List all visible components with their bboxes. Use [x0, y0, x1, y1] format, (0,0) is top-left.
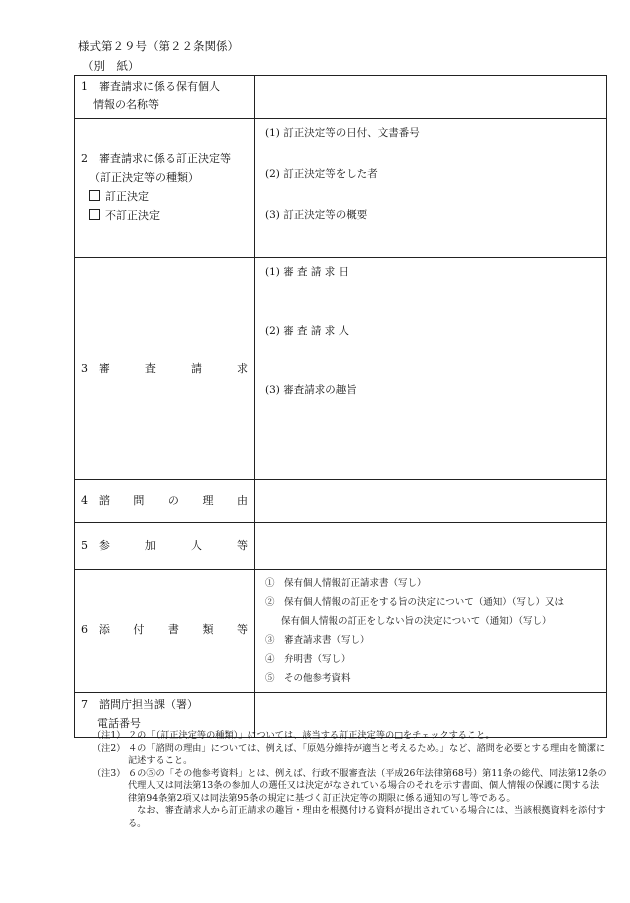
row-6-number: 6 — [81, 623, 88, 636]
notes-section — [92, 730, 607, 830]
note-1-text: ２の「（訂正決定等の種類）」については、該当する訂正決定等の□をチェックすること。 — [128, 730, 495, 741]
row-5-char-3: 人 — [190, 539, 202, 552]
attachment-item-3: ③ 審査請求書（写し） — [265, 635, 370, 646]
row-5-label — [75, 523, 255, 570]
checkbox-correction[interactable] — [89, 190, 100, 201]
row-3-item-1: (1) 審 査 請 求 日 — [265, 266, 350, 278]
note-1-number: （注1） — [92, 730, 126, 741]
row-2-label-line1: 審査請求に係る訂正決定等 — [99, 152, 231, 165]
row-4-number: 4 — [81, 494, 88, 507]
attachment-item-2: ② 保有個人情報の訂正をする旨の決定について（通知）（写し）又は — [265, 597, 565, 608]
row-2-number: 2 — [81, 152, 88, 165]
row-1-label — [75, 76, 255, 119]
attachment-item-4: ④ 弁明書（写し） — [265, 654, 351, 665]
row-1-number: 1 — [81, 80, 88, 93]
row-5-participants — [75, 523, 607, 570]
checkbox-non-correction[interactable] — [89, 209, 100, 220]
note-1 — [92, 730, 607, 743]
row-3-review-request — [75, 258, 607, 480]
row-3-item-2: (2) 審 査 請 求 人 — [265, 325, 350, 337]
row-6-value-cell[interactable] — [255, 570, 607, 693]
row-3-char-1: 審 — [98, 361, 110, 375]
row-2-item-1: (1) 訂正決定等の日付、文書番号 — [265, 127, 420, 139]
row-3-char-2: 査 — [144, 361, 156, 375]
option-non-correction[interactable] — [81, 206, 248, 225]
attachment-item-5: ⑤ その他参考資料 — [265, 673, 351, 684]
option-correction-label: 訂正決定 — [105, 190, 149, 203]
row-2-value-cell[interactable] — [255, 119, 607, 258]
row-2-label — [75, 119, 255, 258]
row-1-label-line1: 審査請求に係る保有個人 — [99, 80, 220, 93]
note-3-addendum — [92, 805, 607, 830]
row-7-label-line2: 電話番号 — [97, 717, 141, 730]
row-5-char-1: 参 — [98, 539, 110, 552]
row-3-number: 3 — [81, 361, 88, 375]
row-5-char-4: 等 — [236, 539, 248, 552]
row-1-value-cell[interactable] — [255, 76, 607, 119]
row-2-correction-decision — [75, 119, 607, 258]
row-1-label-line2: 情報の名称等 — [93, 98, 159, 111]
row-1-information-name — [75, 76, 607, 119]
row-7-number: 7 — [81, 698, 88, 711]
row-6-char-4: 類 — [202, 623, 214, 636]
row-5-char-2: 加 — [144, 539, 156, 552]
row-2-item-3: (3) 訂正決定等の概要 — [265, 209, 368, 221]
note-3-number: （注3） — [92, 767, 126, 779]
note-2-number: （注2） — [92, 742, 126, 754]
attachment-item-2-cont: 保有個人情報の訂正をしない旨の決定について（通知）（写し） — [281, 616, 552, 627]
attachment-item-1: ① 保有個人情報訂正請求書（写し） — [265, 578, 427, 589]
row-5-value-cell[interactable] — [255, 523, 607, 570]
row-4-value-cell[interactable] — [255, 480, 607, 523]
row-3-char-3: 請 — [190, 361, 202, 375]
row-6-label — [75, 570, 255, 693]
row-4-label — [75, 480, 255, 523]
note-4-text: なお、審査請求人から訂正請求の趣旨・理由を根拠付ける資料が提出されている場合には、当該根拠資料を添付する。 — [128, 805, 606, 829]
row-3-char-4: 求 — [236, 361, 248, 375]
row-4-char-1: 諮 — [98, 494, 110, 507]
note-4-number — [92, 805, 128, 830]
annex-label: （別 紙） — [82, 59, 140, 73]
row-2-item-2: (2) 訂正決定等をした者 — [265, 168, 378, 180]
note-3 — [92, 768, 607, 806]
row-4-char-2: 問 — [133, 494, 145, 507]
row-3-value-cell[interactable] — [255, 258, 607, 480]
row-6-char-3: 書 — [167, 623, 179, 636]
option-correction[interactable] — [81, 187, 248, 206]
row-4-char-3: の — [167, 494, 179, 507]
option-non-correction-label: 不訂正決定 — [105, 209, 160, 222]
row-2-label-line2: （訂正決定等の種類） — [89, 171, 199, 184]
row-3-label — [75, 258, 255, 480]
row-6-char-2: 付 — [133, 623, 145, 636]
note-3-text: ６の⑤の「その他参考資料」とは、例えば、行政不服審査法（平成26年法律第68号）第11条の総代、同法第12条の代理人又は同法第13条の参加人の選任又は決定がなされている場合のそれを示す書面、個人情報の保護に関する法律第94条第2項又は同法第95条の規定に基づく訂正決定等の期限に係る通知の写し等である。 — [128, 767, 607, 804]
row-3-item-3: (3) 審査請求の趣旨 — [265, 384, 357, 396]
row-4-inquiry-reason — [75, 480, 607, 523]
row-4-char-4: 理 — [202, 494, 214, 507]
form-number: 様式第２９号（第２２条関係） — [78, 39, 239, 53]
note-2 — [92, 743, 607, 768]
row-6-char-1: 添 — [98, 623, 110, 636]
row-6-char-5: 等 — [236, 623, 248, 636]
row-4-char-5: 由 — [236, 494, 248, 507]
row-6-attachments — [75, 570, 607, 693]
row-5-number: 5 — [81, 539, 88, 552]
row-7-label-line1: 諮問庁担当課（署） — [99, 698, 198, 711]
annex-form-table — [74, 75, 607, 738]
note-2-text: ４の「諮問の理由」については、例えば、「原処分維持が適当と考えるため。」など、諮問を必要とする理由を簡潔に記述すること。 — [128, 742, 606, 766]
